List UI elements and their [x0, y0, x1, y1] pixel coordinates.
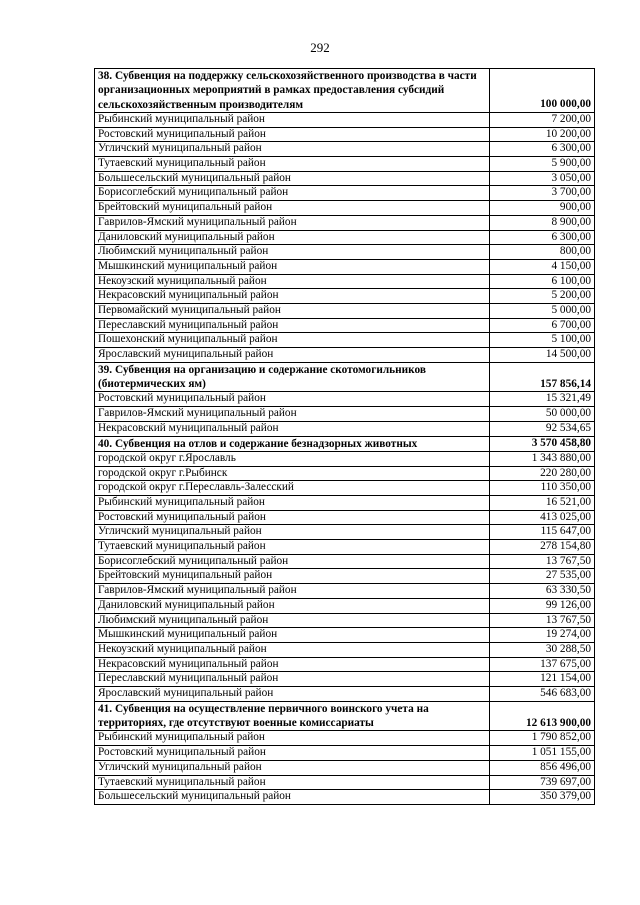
recipient-name: Ростовский муниципальный район — [95, 510, 490, 525]
table-row — [95, 584, 595, 599]
table-row — [95, 142, 595, 157]
amount: 4 150,00 — [490, 259, 595, 274]
table-row — [95, 259, 595, 274]
table-row — [95, 760, 595, 775]
amount: 900,00 — [490, 201, 595, 216]
section-header-row — [95, 701, 595, 731]
amount: 6 300,00 — [490, 230, 595, 245]
amount: 739 697,00 — [490, 775, 595, 790]
section-title: 40. Субвенция на отлов и содержание безнадзорных животных — [95, 436, 490, 451]
section-title: 41. Субвенция на осуществление первичного воинского учета на территориях, где отсутствуют военные комиссариаты — [95, 701, 490, 731]
recipient-name: Мышкинский муниципальный район — [95, 628, 490, 643]
amount: 63 330,50 — [490, 584, 595, 599]
amount: 115 647,00 — [490, 525, 595, 540]
recipient-name: Брейтовский муниципальный район — [95, 201, 490, 216]
table-row — [95, 540, 595, 555]
recipient-name: Некоузский муниципальный район — [95, 274, 490, 289]
recipient-name: Рыбинский муниципальный район — [95, 112, 490, 127]
amount: 1 051 155,00 — [490, 746, 595, 761]
table-row — [95, 525, 595, 540]
recipient-name: Некрасовский муниципальный район — [95, 289, 490, 304]
section-title: 38. Субвенция на поддержку сельскохозяйственного производства в части организационных мероприятий в рамках предоставления субсидий сельскохозяйственным производителям — [95, 69, 490, 113]
table-row — [95, 642, 595, 657]
recipient-name: Тутаевский муниципальный район — [95, 540, 490, 555]
recipient-name: городской округ г.Рыбинск — [95, 466, 490, 481]
table-row — [95, 304, 595, 319]
table-row — [95, 598, 595, 613]
amount: 137 675,00 — [490, 657, 595, 672]
table-row — [95, 348, 595, 363]
amount: 278 154,80 — [490, 540, 595, 555]
table-row — [95, 318, 595, 333]
recipient-name: Пошехонский муниципальный район — [95, 333, 490, 348]
table-row — [95, 790, 595, 805]
table-row — [95, 746, 595, 761]
recipient-name: Ростовский муниципальный район — [95, 392, 490, 407]
table-row — [95, 230, 595, 245]
table-row — [95, 392, 595, 407]
table-row — [95, 672, 595, 687]
subvention-table — [94, 68, 595, 805]
section-total: 100 000,00 — [490, 69, 595, 113]
table-row — [95, 657, 595, 672]
table-row — [95, 481, 595, 496]
amount: 3 050,00 — [490, 171, 595, 186]
table-row — [95, 451, 595, 466]
amount: 5 900,00 — [490, 157, 595, 172]
table-row — [95, 510, 595, 525]
recipient-name: Угличский муниципальный район — [95, 525, 490, 540]
recipient-name: Гаврилов-Ямский муниципальный район — [95, 407, 490, 422]
recipient-name: Некрасовский муниципальный район — [95, 657, 490, 672]
amount: 220 280,00 — [490, 466, 595, 481]
recipient-name: Угличский муниципальный район — [95, 142, 490, 157]
table-row — [95, 112, 595, 127]
table-row — [95, 127, 595, 142]
amount: 3 700,00 — [490, 186, 595, 201]
amount: 1 790 852,00 — [490, 731, 595, 746]
amount: 7 200,00 — [490, 112, 595, 127]
recipient-name: Борисоглебский муниципальный район — [95, 554, 490, 569]
recipient-name: Ростовский муниципальный район — [95, 127, 490, 142]
recipient-name: Гаврилов-Ямский муниципальный район — [95, 215, 490, 230]
section-total: 3 570 458,80 — [490, 436, 595, 451]
recipient-name: Большесельский муниципальный район — [95, 790, 490, 805]
section-header-row — [95, 69, 595, 113]
table-row — [95, 613, 595, 628]
recipient-name: Первомайский муниципальный район — [95, 304, 490, 319]
recipient-name: Даниловский муниципальный район — [95, 598, 490, 613]
amount: 99 126,00 — [490, 598, 595, 613]
table-row — [95, 201, 595, 216]
recipient-name: городской округ г.Ярославль — [95, 451, 490, 466]
table-row — [95, 569, 595, 584]
recipient-name: Ярославский муниципальный район — [95, 687, 490, 702]
recipient-name: Рыбинский муниципальный район — [95, 495, 490, 510]
table-row — [95, 171, 595, 186]
amount: 50 000,00 — [490, 407, 595, 422]
recipient-name: Даниловский муниципальный район — [95, 230, 490, 245]
amount: 30 288,50 — [490, 642, 595, 657]
amount: 856 496,00 — [490, 760, 595, 775]
recipient-name: Переславский муниципальный район — [95, 318, 490, 333]
table-row — [95, 407, 595, 422]
amount: 350 379,00 — [490, 790, 595, 805]
table-row — [95, 215, 595, 230]
amount: 16 521,00 — [490, 495, 595, 510]
amount: 6 700,00 — [490, 318, 595, 333]
section-title: 39. Субвенция на организацию и содержание скотомогильников (биотермических ям) — [95, 362, 490, 392]
table-row — [95, 186, 595, 201]
table-row — [95, 157, 595, 172]
recipient-name: городской округ г.Переславль-Залесский — [95, 481, 490, 496]
table-row — [95, 289, 595, 304]
table-row — [95, 333, 595, 348]
amount: 1 343 880,00 — [490, 451, 595, 466]
recipient-name: Борисоглебский муниципальный район — [95, 186, 490, 201]
amount: 5 000,00 — [490, 304, 595, 319]
recipient-name: Ростовский муниципальный район — [95, 746, 490, 761]
amount: 121 154,00 — [490, 672, 595, 687]
table-row — [95, 554, 595, 569]
table-row — [95, 245, 595, 260]
amount: 10 200,00 — [490, 127, 595, 142]
amount: 6 100,00 — [490, 274, 595, 289]
recipient-name: Переславский муниципальный район — [95, 672, 490, 687]
recipient-name: Мышкинский муниципальный район — [95, 259, 490, 274]
amount: 5 100,00 — [490, 333, 595, 348]
table-row — [95, 495, 595, 510]
amount: 5 200,00 — [490, 289, 595, 304]
table-row — [95, 466, 595, 481]
recipient-name: Гаврилов-Ямский муниципальный район — [95, 584, 490, 599]
table-row — [95, 274, 595, 289]
amount: 13 767,50 — [490, 554, 595, 569]
section-total: 12 613 900,00 — [490, 701, 595, 731]
recipient-name: Некоузский муниципальный район — [95, 642, 490, 657]
amount: 14 500,00 — [490, 348, 595, 363]
amount: 92 534,65 — [490, 421, 595, 436]
amount: 800,00 — [490, 245, 595, 260]
table-row — [95, 731, 595, 746]
recipient-name: Некрасовский муниципальный район — [95, 421, 490, 436]
table-row — [95, 775, 595, 790]
amount: 413 025,00 — [490, 510, 595, 525]
recipient-name: Тутаевский муниципальный район — [95, 157, 490, 172]
amount: 15 321,49 — [490, 392, 595, 407]
recipient-name: Любимский муниципальный район — [95, 245, 490, 260]
recipient-name: Тутаевский муниципальный район — [95, 775, 490, 790]
amount: 13 767,50 — [490, 613, 595, 628]
amount: 110 350,00 — [490, 481, 595, 496]
recipient-name: Любимский муниципальный район — [95, 613, 490, 628]
recipient-name: Большесельский муниципальный район — [95, 171, 490, 186]
table-row — [95, 628, 595, 643]
table-row — [95, 687, 595, 702]
section-header-row — [95, 362, 595, 392]
amount: 546 683,00 — [490, 687, 595, 702]
section-header-row — [95, 436, 595, 451]
recipient-name: Брейтовский муниципальный район — [95, 569, 490, 584]
recipient-name: Ярославский муниципальный район — [95, 348, 490, 363]
amount: 19 274,00 — [490, 628, 595, 643]
amount: 6 300,00 — [490, 142, 595, 157]
recipient-name: Угличский муниципальный район — [95, 760, 490, 775]
table-row — [95, 421, 595, 436]
recipient-name: Рыбинский муниципальный район — [95, 731, 490, 746]
page-number: 292 — [310, 40, 330, 55]
amount: 27 535,00 — [490, 569, 595, 584]
amount: 8 900,00 — [490, 215, 595, 230]
section-total: 157 856,14 — [490, 362, 595, 392]
